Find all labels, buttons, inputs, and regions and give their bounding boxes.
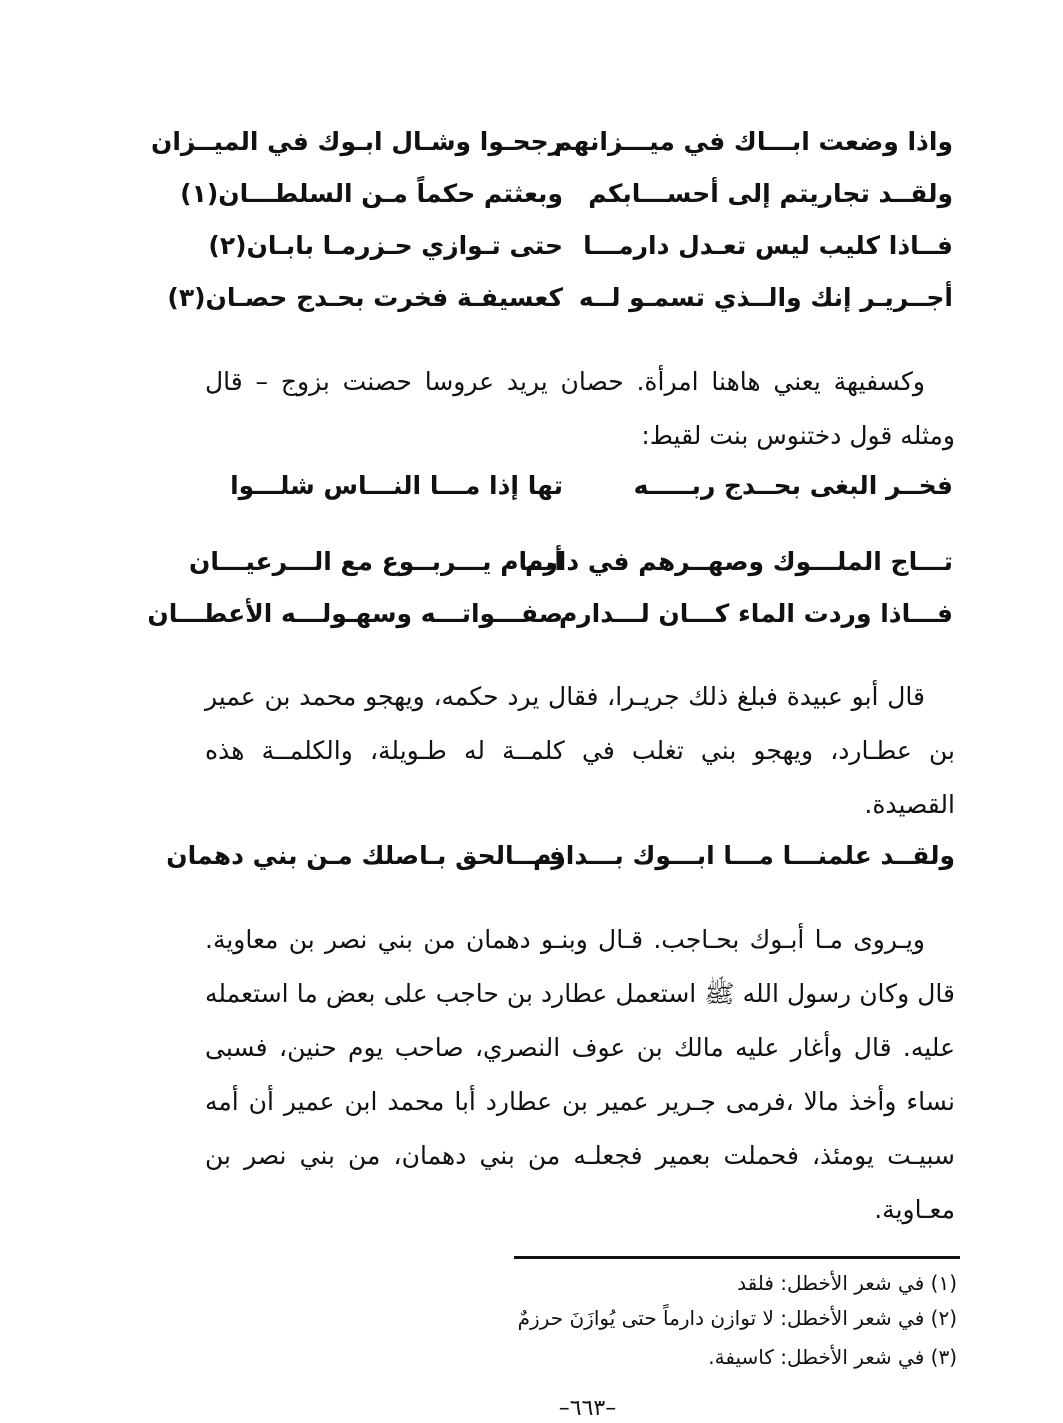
verse-line bbox=[167, 278, 953, 318]
verse-second-hemistich: صفـــواتـــه وسهـولـــه الأعطـــان bbox=[147, 599, 563, 628]
page-number: –٦٦٣– bbox=[558, 1396, 617, 1421]
verse-line bbox=[188, 542, 953, 582]
verse-first-hemistich: فخــر البغى بحــدج ربـــــه bbox=[633, 471, 953, 500]
verse-second-hemistich: كعسيفـة فخرت بحـدج حصـان(٣) bbox=[167, 283, 563, 312]
paragraph-text: وكسفيهة يعني هاهنا امرأة. حصان يريد عروسا حصنت بزوج – قال ومثله قول دختنوس بنت لقيط: bbox=[205, 367, 955, 450]
footnote: (١) في شعر الأخطل: فلقد bbox=[737, 1271, 957, 1295]
verse-line bbox=[180, 174, 953, 214]
verse-line bbox=[203, 226, 953, 266]
prose-paragraph bbox=[205, 670, 955, 832]
prose-paragraph bbox=[205, 355, 955, 463]
footnote: (٢) في شعر الأخطل: لا توازن دارماً حتى يُوازَنَ حرزمٌ bbox=[517, 1306, 957, 1330]
verse-line bbox=[151, 122, 953, 162]
verse-first-hemistich: تـــاج الملـــوك وصهــرهم في دارم bbox=[525, 547, 953, 576]
footnote-divider bbox=[514, 1256, 960, 1259]
verse-first-hemistich: واذا وضعت ابـــاك في ميـــزانهم bbox=[553, 127, 953, 156]
verse-second-hemistich: وبعثتم حكماً مـن السلطـــان(١) bbox=[180, 179, 563, 208]
verse-first-hemistich: فــاذا كليب ليس تعـدل دارمـــا bbox=[583, 231, 953, 260]
verse-second-hemistich: حتى تـوازي حـزرمـا بابـان(٢) bbox=[208, 231, 563, 260]
verse-first-hemistich: فـــاذا وردت الماء كـــان لـــدارم bbox=[558, 599, 953, 628]
verse-line bbox=[166, 836, 955, 876]
verse-second-hemistich: أيــام يـــربــوع مع الـــرعيـــان bbox=[188, 547, 563, 576]
verse-line bbox=[203, 466, 953, 506]
footnote: (٣) في شعر الأخطل: كاسيفة. bbox=[708, 1345, 957, 1369]
paragraph-text: ويـروى مـا أبـوك بحـاجب. قـال وبنـو دهمان من بني نصر بن معاوية. قال وكان رسول الله ﷺ استعمل عطارد بن حاجب على بعض ما استعمله عليه. قال وأغار عليه مالك بن عوف النصري، صاحب يوم حنين، فسبى نساء وأخذ مالا ،فرمى جـرير عمير بن عطارد أبا محمد ابن عمير أن أمه سبيـت يومئذ، فحملت بعمير فجعلـه من بني دهمان، من بني نصر بن معـاوية. bbox=[205, 925, 955, 1224]
verse-first-hemistich: ولقــد تجاريتم إلى أحســـابكم bbox=[588, 179, 953, 208]
prose-paragraph bbox=[205, 913, 955, 1237]
verse-second-hemistich: فــــالحق بـاصلك مـن بني دهمان bbox=[166, 841, 565, 870]
verse-first-hemistich: أجــريـر إنك والــذي تسمـو لــه bbox=[578, 283, 953, 312]
verse-second-hemistich: رجحـوا وشـال ابـوك في الميــزان bbox=[151, 127, 563, 156]
verse-line bbox=[147, 594, 953, 634]
verse-first-hemistich: ولقــد علمنـــا مـــا ابـــوك بـــدارم bbox=[533, 841, 955, 870]
paragraph-text: قال أبو عبيدة فبلغ ذلك جريـرا، فقال يرد حكمه، ويهجو محمد بن عمير بن عطـارد، ويهجو بني تغلب في كلمــة له طـويلة، والكلمــة هذه القصيدة. bbox=[205, 682, 955, 819]
verse-second-hemistich: تها إذا مـــا النـــاس شلـــوا bbox=[230, 471, 563, 500]
